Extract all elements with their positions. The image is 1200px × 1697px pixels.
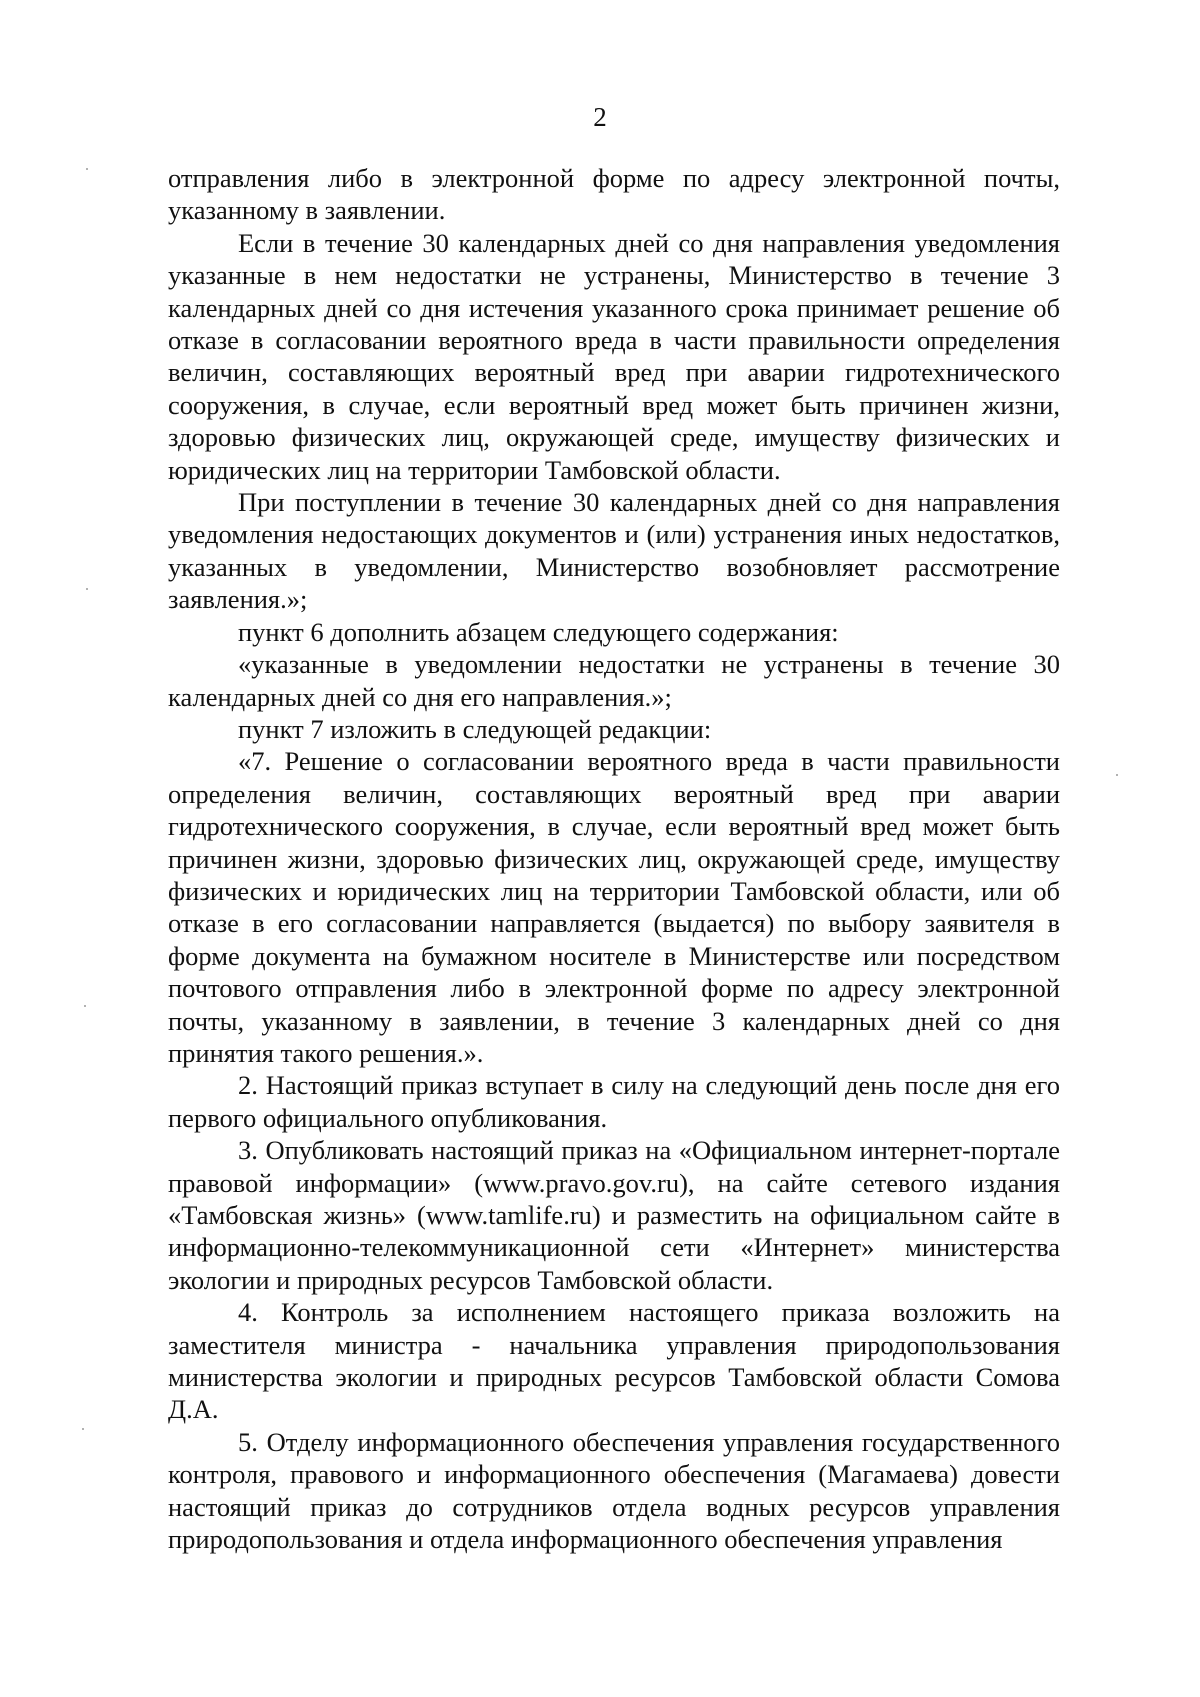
paragraph: 3. Опубликовать настоящий приказ на «Официальном интернет-портале правовой информации» (www.pravo.gov.ru), на сайте сетевого издания «Тамбовская жизнь» (www.tamlife.ru) и разместить на официальном сайте в информационно-телекоммуникационной сети «Интернет» министерства экологии и природных ресурсов Тамбовской области. [168, 1135, 1060, 1295]
paragraph: При поступлении в течение 30 календарных дней со дня направления уведомления недостающих документов и (или) устранения иных недостатков, указанных в уведомлении, Министерство возобновляет рассмотрение заявления.»; [168, 487, 1060, 615]
scan-artifact [84, 1005, 86, 1007]
page-number: 2 [593, 102, 607, 132]
scan-artifact [86, 168, 88, 170]
paragraph: «7. Решение о согласовании вероятного вреда в части правильности определения величин, составляющих вероятный вред при аварии гидротехнического сооружения, в случае, если вероятный вред может быть причинен жизни, здоровью физических лиц, окружающей среде, имуществу физических и юридических лиц на территории Тамбовской области, или об отказе в его согласовании направляется (выдается) по выбору заявителя в форме документа на бумажном носителе в Министерстве или посредством почтового отправления либо в электронной форме по адресу электронной почты, указанному в заявлении, в течение 3 календарных дней со дня принятия такого решения.». [168, 746, 1060, 1068]
scan-artifact [82, 1428, 84, 1430]
paragraph: 5. Отделу информационного обеспечения управления государственного контроля, правового и информационного обеспечения (Магамаева) довести настоящий приказ до сотрудников отдела водных ресурсов управления природопользования и отдела информационного обеспечения управления [168, 1426, 1060, 1555]
paragraph: Если в течение 30 календарных дней со дня направления уведомления указанные в нем недостатки не устранены, Министерство в течение 3 календарных дней со дня истечения указанного срока принимает решение об отказе в согласовании вероятного вреда в части правильности определения величин, составляющих вероятный вред при аварии гидротехнического сооружения, в случае, если вероятный вред может быть причинен жизни, здоровью физических лиц, окружающей среде, имуществу физических и юридических лиц на территории Тамбовской области. [168, 227, 1060, 485]
paragraph: пункт 7 изложить в следующей редакции: [238, 713, 712, 744]
paragraph: отправления либо в электронной форме по адресу электронной почты, указанному в заявлении. [168, 163, 1060, 226]
paragraph: «указанные в уведомлении недостатки не устранены в течение 30 календарных дней со дня его направления.»; [168, 649, 1060, 712]
paragraph: пункт 6 дополнить абзацем следующего содержания: [238, 616, 839, 647]
document-body [168, 162, 1060, 1555]
paragraph: 4. Контроль за исполнением настоящего приказа возложить на заместителя министра - начальника управления природопользования министерства экологии и природных ресурсов Тамбовской области Сомова Д.А. [168, 1297, 1060, 1425]
scan-artifact [1116, 774, 1118, 776]
paragraph: 2. Настоящий приказ вступает в силу на следующий день после дня его первого официального опубликования. [168, 1070, 1060, 1133]
scan-artifact [86, 588, 88, 590]
